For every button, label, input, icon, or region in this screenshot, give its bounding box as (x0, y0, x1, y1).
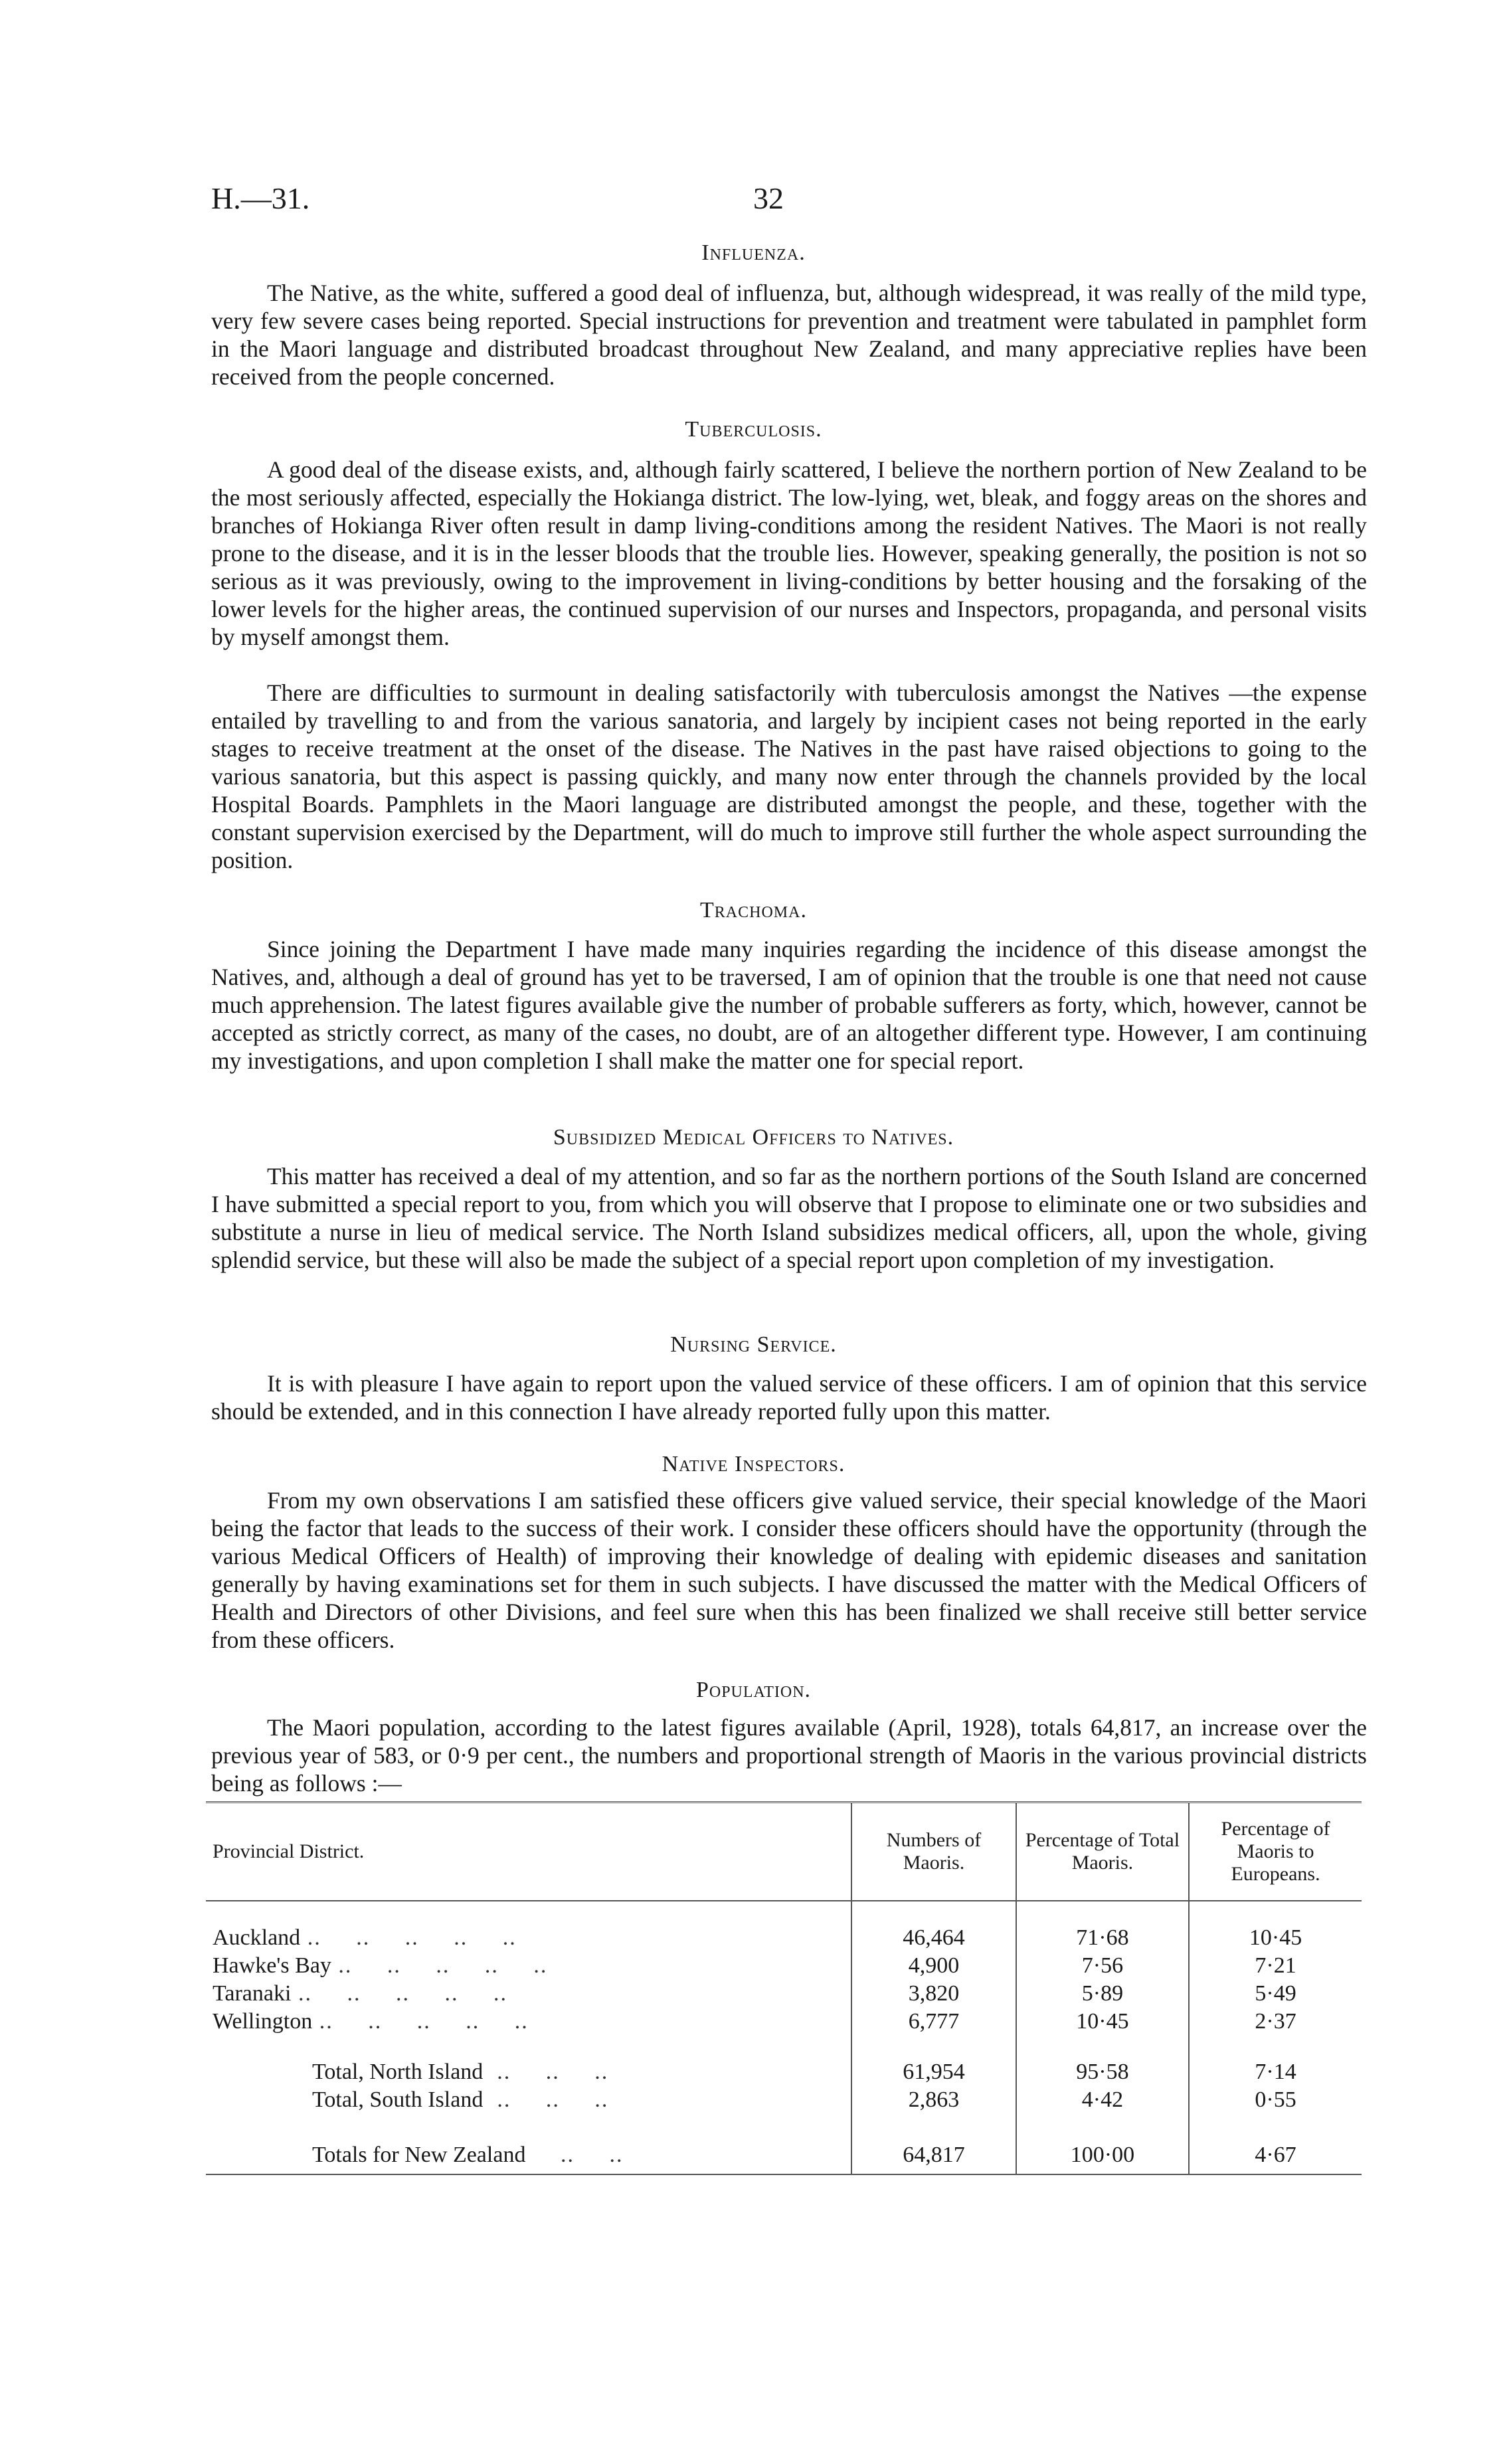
pct-total-cell: 4·42 (1016, 2086, 1189, 2114)
pct-total-cell: 71·68 (1016, 1924, 1189, 1952)
pct-total-cell: 95·58 (1016, 2058, 1189, 2086)
pct-total-cell: 100·00 (1016, 2137, 1189, 2174)
section-title-influenza: Influenza. (701, 240, 806, 265)
header-provincial-district: Provincial District. (206, 1803, 851, 1901)
section-title-trachoma: Trachoma. (700, 898, 807, 923)
section-title-nursing-service: Nursing Service. (670, 1332, 837, 1357)
page-number: 32 (753, 181, 784, 215)
leader-dots: .. .. .. .. .. (331, 1953, 548, 1978)
leader-dots: .. .. .. .. .. (312, 2009, 529, 2034)
leader-dots: .. .. .. (483, 2060, 609, 2084)
pct-europeans-cell: 4·67 (1255, 2143, 1296, 2167)
subtotal-label: Total, South Island (312, 2087, 484, 2112)
numbers-cell: 64,817 (851, 2137, 1016, 2174)
subtotal-label: Total, North Island (312, 2060, 484, 2084)
leader-dots: .. .. .. (483, 2087, 609, 2112)
pct-total-cell: 10·45 (1016, 2008, 1189, 2036)
leader-dots: .. .. (525, 2143, 624, 2167)
district-name: Wellington (213, 2009, 313, 2034)
numbers-cell: 46,464 (851, 1924, 1016, 1952)
pct-europeans-cell: 7·21 (1255, 1953, 1296, 1978)
pct-europeans-cell: 7·14 (1255, 2060, 1296, 2084)
table-spacer (206, 1901, 1362, 1924)
table-row (206, 1924, 1362, 1952)
header-numbers-of-maoris: Numbers of Maoris. (851, 1803, 1016, 1901)
table-row (206, 1980, 1362, 2008)
header-percentage-europeans: Percentage of Maoris to Europeans. (1189, 1803, 1362, 1901)
numbers-cell: 2,863 (851, 2086, 1016, 2114)
paragraph-tuberculosis-2: There are difficulties to surmount in dealing satisfactorily with tuberculosis amongst the Natives —the expense entailed by travelling to and from the various sanatoria, and largely by incipient cases not being reported in the early stages to receive treatment at the onset of the disease. The Natives in the past have raised objections to going to the various sanatoria, but this aspect is passing quickly, and many now enter through the channels provided by the local Hospital Boards. Pamphlets in the Maori language are distributed amongst the people, and these, together with the constant supervision exercised by the Department, will do much to improve still further the whole aspect surrounding the position. (211, 679, 1367, 873)
district-name: Hawke's Bay (213, 1953, 331, 1978)
table-subtotal-row (206, 2086, 1362, 2114)
table-subtotal-row (206, 2058, 1362, 2086)
numbers-cell: 6,777 (851, 2008, 1016, 2036)
section-title-subsidized-medical-officers: Subsidized Medical Officers to Natives. (553, 1125, 954, 1150)
table-header-row (206, 1803, 1362, 1901)
leader-dots: .. .. .. .. .. (300, 1925, 517, 1950)
paragraph-population: The Maori population, according to the latest figures available (April, 1928), totals 64,817, an increase over the previous year of 583, or 0·9 per cent., the numbers and proportional strength of Maoris in the various provincial districts being as follows :— (211, 1714, 1367, 1797)
paragraph-tuberculosis-1: A good deal of the disease exists, and, although fairly scattered, I believe the northern portion of New Zealand to be the most seriously affected, especially the Hokianga district. The low-lying, wet, bleak, and foggy areas on the shores and branches of Hokianga River often result in damp living-conditions among the resident Natives. The Maori is not really prone to the disease, and it is in the lesser bloods that the trouble lies. However, speaking generally, the position is not so serious as it was previously, owing to the improvement in living-conditions by better housing and the forsaking of the lower levels for the higher areas, the continued supervision of our nurses and Inspectors, propaganda, and personal visits by myself amongst them. (211, 456, 1367, 650)
numbers-cell: 61,954 (851, 2058, 1016, 2086)
paragraph-nursing-service: It is with pleasure I have again to report upon the valued service of these officers. I am of opinion that this service should be extended, and in this connection I have already reported fully upon this matter. (211, 1370, 1367, 1425)
section-title-population: Population. (695, 1678, 812, 1702)
numbers-cell: 3,820 (851, 1980, 1016, 2008)
paragraph-influenza: The Native, as the white, suffered a good deal of influenza, but, although widespread, it was really of the mild type, very few severe cases being reported. Special instructions for prevention and treatment were tabulated in pamphlet form in the Maori language and distributed broadcast throughout New Zealand, and many appreciative replies have been received from the people concerned. (211, 280, 1367, 390)
population-table (206, 1801, 1362, 2175)
table-row (206, 2008, 1362, 2036)
paragraph-trachoma: Since joining the Department I have made many inquiries regarding the incidence of this disease amongst the Natives, and, although a deal of ground has yet to be traversed, I am of opinion that the trouble is one that need not cause much apprehension. The latest figures available give the number of probable sufferers as forty, which, however, cannot be accepted as strictly correct, as many of the cases, no doubt, are of an altogether different type. However, I am continuing my investigations, and upon completion I shall make the matter one for special report. (211, 936, 1367, 1074)
pct-europeans-cell: 0·55 (1255, 2087, 1296, 2112)
paragraph-subsidized-medical-officers: This matter has received a deal of my attention, and so far as the northern portions of the South Island are concerned I have submitted a special report to you, from which you will observe that I propose to eliminate one or two subsidies and substitute a nurse in lieu of medical service. The North Island subsidizes medical officers, all, upon the whole, giving splendid service, but these will also be made the subject of a special report upon completion of my investigation. (211, 1163, 1367, 1273)
pct-europeans-cell: 5·49 (1255, 1981, 1296, 2006)
numbers-cell: 4,900 (851, 1952, 1016, 1980)
pct-total-cell: 7·56 (1016, 1952, 1189, 1980)
pct-total-cell: 5·89 (1016, 1980, 1189, 2008)
section-title-native-inspectors: Native Inspectors. (662, 1452, 845, 1476)
pct-europeans-cell: 10·45 (1249, 1925, 1302, 1950)
header-percentage-total: Percentage of Total Maoris. (1016, 1803, 1189, 1901)
paragraph-native-inspectors: From my own observations I am satisfied these officers give valued service, their special knowledge of the Maori being the factor that leads to the success of their work. I consider these officers should have the opportunity (through the various Medical Officers of Health) of improving their knowledge of dealing with epidemic diseases and sanitation generally by having examinations set for them in such subjects. I have discussed the matter with the Medical Officers of Health and Directors of other Divisions, and feel sure when this has been finalized we shall receive still better service from these officers. (211, 1487, 1367, 1653)
population-table-wrapper (206, 1801, 1362, 2175)
leader-dots: .. .. .. .. .. (291, 1981, 507, 2006)
district-name: Auckland (213, 1925, 301, 1950)
table-spacer (206, 2114, 1362, 2137)
table-spacer (206, 2036, 1362, 2058)
district-name: Taranaki (213, 1981, 292, 2006)
table-total-row (206, 2137, 1362, 2174)
document-reference: H.—31. (211, 181, 310, 215)
pct-europeans-cell: 2·37 (1255, 2009, 1296, 2034)
table-row (206, 1952, 1362, 1980)
total-label: Totals for New Zealand (312, 2143, 526, 2167)
section-title-tuberculosis: Tuberculosis. (685, 417, 822, 442)
